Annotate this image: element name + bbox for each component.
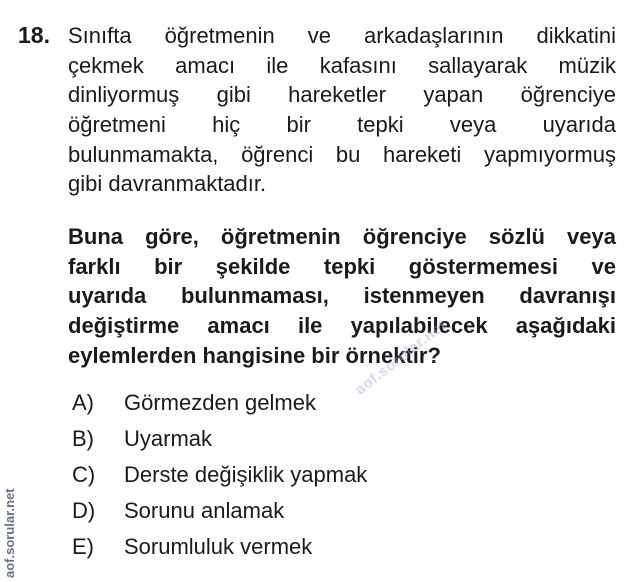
option-letter: E) [72,534,94,559]
option-letter: C) [72,462,96,487]
option-text: Derste değişiklik yapmak [124,462,368,487]
question-number: 18. [18,22,50,48]
stem-line: dinliyormuş gibi hareketler yapan öğrenciye [68,82,616,108]
question-prompt [68,222,616,370]
option-text: Sorunu anlamak [124,498,285,523]
option-e[interactable] [72,532,367,568]
option-d[interactable] [72,496,367,532]
prompt-line: değiştirme amacı ile yapılabilecek aşağıdaki [68,313,616,339]
prompt-line: farklı bir şekilde tepki göstermemesi ve [68,253,616,279]
option-text: Sorumluluk vermek [124,534,313,559]
stem-line: Sınıfta öğretmenin ve arkadaşlarının dikkatini [68,23,616,48]
option-b[interactable] [72,424,367,460]
question-stem [68,21,616,199]
prompt-line: Buna göre, öğretmenin öğrenciye sözlü veya [68,224,616,249]
watermark-side: aof.sorular.net [2,488,17,578]
prompt-line: eylemlerden hangisine bir örnektir? [68,342,441,368]
option-a[interactable] [72,388,367,424]
watermark-diagonal: aof.sorular.net [352,316,450,399]
option-text: Görmezden gelmek [124,390,316,415]
stem-line: öğretmeni hiç bir tepki veya uyarıda [68,112,616,138]
stem-line: gibi davranmaktadır. [68,171,267,197]
stem-line: çekmek amacı ile kafasını sallayarak müzik [68,52,616,78]
option-letter: A) [72,390,94,415]
prompt-line: uyarıda bulunmaması, istenmeyen davranışı [68,283,616,309]
option-c[interactable] [72,460,367,496]
answer-options [72,388,367,568]
option-text: Uyarmak [124,426,213,451]
option-letter: B) [72,426,94,451]
stem-line: bulunmamakta, öğrenci bu hareketi yapmıyormuş [68,141,616,167]
option-letter: D) [72,498,96,523]
